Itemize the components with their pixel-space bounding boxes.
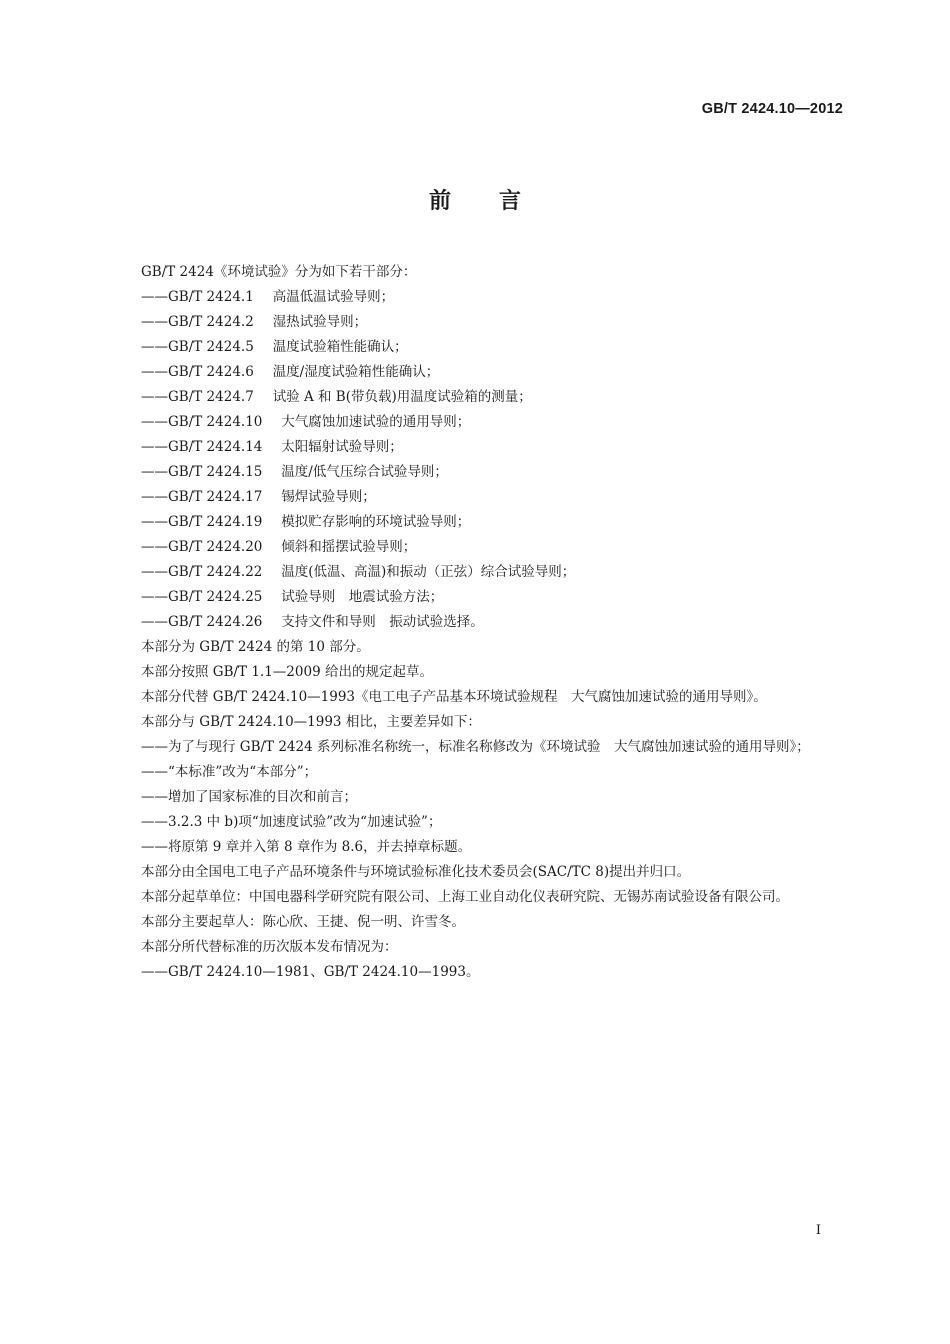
part-name: 试验导则 地震试验方法；	[281, 589, 444, 605]
list-item: ——“本标准”改为“本部分”；	[141, 764, 318, 780]
page-title: 前言	[428, 189, 569, 214]
part-code: ——GB/T 2424.26	[141, 614, 263, 630]
list-item: ——3.2.3 中 b)项“加速度试验”改为“加速试验”；	[141, 814, 442, 830]
list-item	[108, 510, 843, 535]
part-code: ——GB/T 2424.25	[141, 589, 263, 605]
history-item: ——GB/T 2424.10—1981、GB/T 2424.10—1993。	[141, 964, 480, 980]
part-code: ——GB/T 2424.19	[141, 514, 263, 530]
list-item	[108, 435, 843, 460]
part-code: ——GB/T 2424.1	[141, 289, 254, 305]
list-item	[108, 485, 843, 510]
drafting-units-paragraph: 本部分起草单位：中国电器科学研究院有限公司、上海工业自动化仪表研究院、无锡苏南试验设备有限公司。	[141, 889, 789, 905]
part-code: ——GB/T 2424.15	[141, 464, 263, 480]
list-item	[108, 360, 843, 385]
part-of-paragraph: 本部分为 GB/T 2424 的第 10 部分。	[141, 639, 370, 655]
part-name: 锡焊试验导则；	[281, 489, 376, 505]
list-item	[108, 285, 843, 310]
part-code: ——GB/T 2424.6	[141, 364, 254, 380]
intro-paragraph: GB/T 2424《环境试验》分为如下若干部分：	[141, 264, 417, 280]
list-item: ——增加了国家标准的目次和前言；	[141, 789, 357, 805]
history-intro-paragraph: 本部分所代替标准的历次版本发布情况为：	[141, 939, 398, 955]
foreword-body	[108, 260, 843, 985]
part-name: 支持文件和导则 振动试验选择。	[281, 614, 484, 630]
part-code: ——GB/T 2424.20	[141, 539, 263, 555]
part-name: 温度/湿度试验箱性能确认；	[272, 364, 440, 380]
page-number: I	[815, 1223, 821, 1238]
list-item	[108, 310, 843, 335]
list-item	[108, 560, 843, 585]
part-name: 大气腐蚀加速试验的通用导则；	[281, 414, 471, 430]
part-name: 高温低温试验导则；	[272, 289, 395, 305]
parts-list	[108, 285, 843, 635]
part-name: 温度(低温、高温)和振动（正弦）综合试验导则；	[281, 564, 576, 580]
part-code: ——GB/T 2424.10	[141, 414, 263, 430]
changes-list	[108, 735, 843, 860]
part-code: ——GB/T 2424.7	[141, 389, 254, 405]
part-code: ——GB/T 2424.22	[141, 564, 263, 580]
list-item	[108, 585, 843, 610]
list-item	[108, 335, 843, 360]
part-name: 温度/低气压综合试验导则；	[281, 464, 448, 480]
compared-paragraph: 本部分与 GB/T 2424.10—1993 相比，主要差异如下：	[141, 714, 481, 730]
document-code: GB/T 2424.10—2012	[701, 101, 843, 117]
part-name: 温度试验箱性能确认；	[272, 339, 408, 355]
list-item	[108, 460, 843, 485]
part-code: ——GB/T 2424.17	[141, 489, 263, 505]
list-item: ——为了与现行 GB/T 2424 系列标准名称统一，标准名称修改为《环境试验 大气腐蚀加速试验的通用导则》；	[141, 739, 810, 755]
part-name: 太阳辐射试验导则；	[281, 439, 403, 455]
list-item: ——将原第 9 章并入第 8 章作为 8.6，并去掉章标题。	[141, 839, 472, 855]
replaces-paragraph: 本部分代替 GB/T 2424.10—1993《电工电子产品基本环境试验规程 大气腐蚀加速试验的通用导则》。	[141, 689, 767, 705]
part-code: ——GB/T 2424.2	[141, 314, 254, 330]
list-item	[108, 535, 843, 560]
drafters-paragraph: 本部分主要起草人：陈心欣、王捷、倪一明、许雪冬。	[141, 914, 465, 930]
part-name: 模拟贮存影响的环境试验导则；	[281, 514, 471, 530]
list-item	[108, 410, 843, 435]
part-name: 试验 A 和 B(带负载)用温度试验箱的测量；	[272, 389, 532, 405]
part-name: 倾斜和摇摆试验导则；	[281, 539, 417, 555]
part-name: 湿热试验导则；	[272, 314, 368, 330]
list-item	[108, 385, 843, 410]
drafted-per-paragraph: 本部分按照 GB/T 1.1—2009 给出的规定起草。	[141, 664, 433, 680]
proposed-by-paragraph: 本部分由全国电工电子产品环境条件与环境试验标准化技术委员会(SAC/TC 8)提出并归口。	[141, 864, 691, 880]
part-code: ——GB/T 2424.14	[141, 439, 263, 455]
list-item	[108, 610, 843, 635]
part-code: ——GB/T 2424.5	[141, 339, 254, 355]
